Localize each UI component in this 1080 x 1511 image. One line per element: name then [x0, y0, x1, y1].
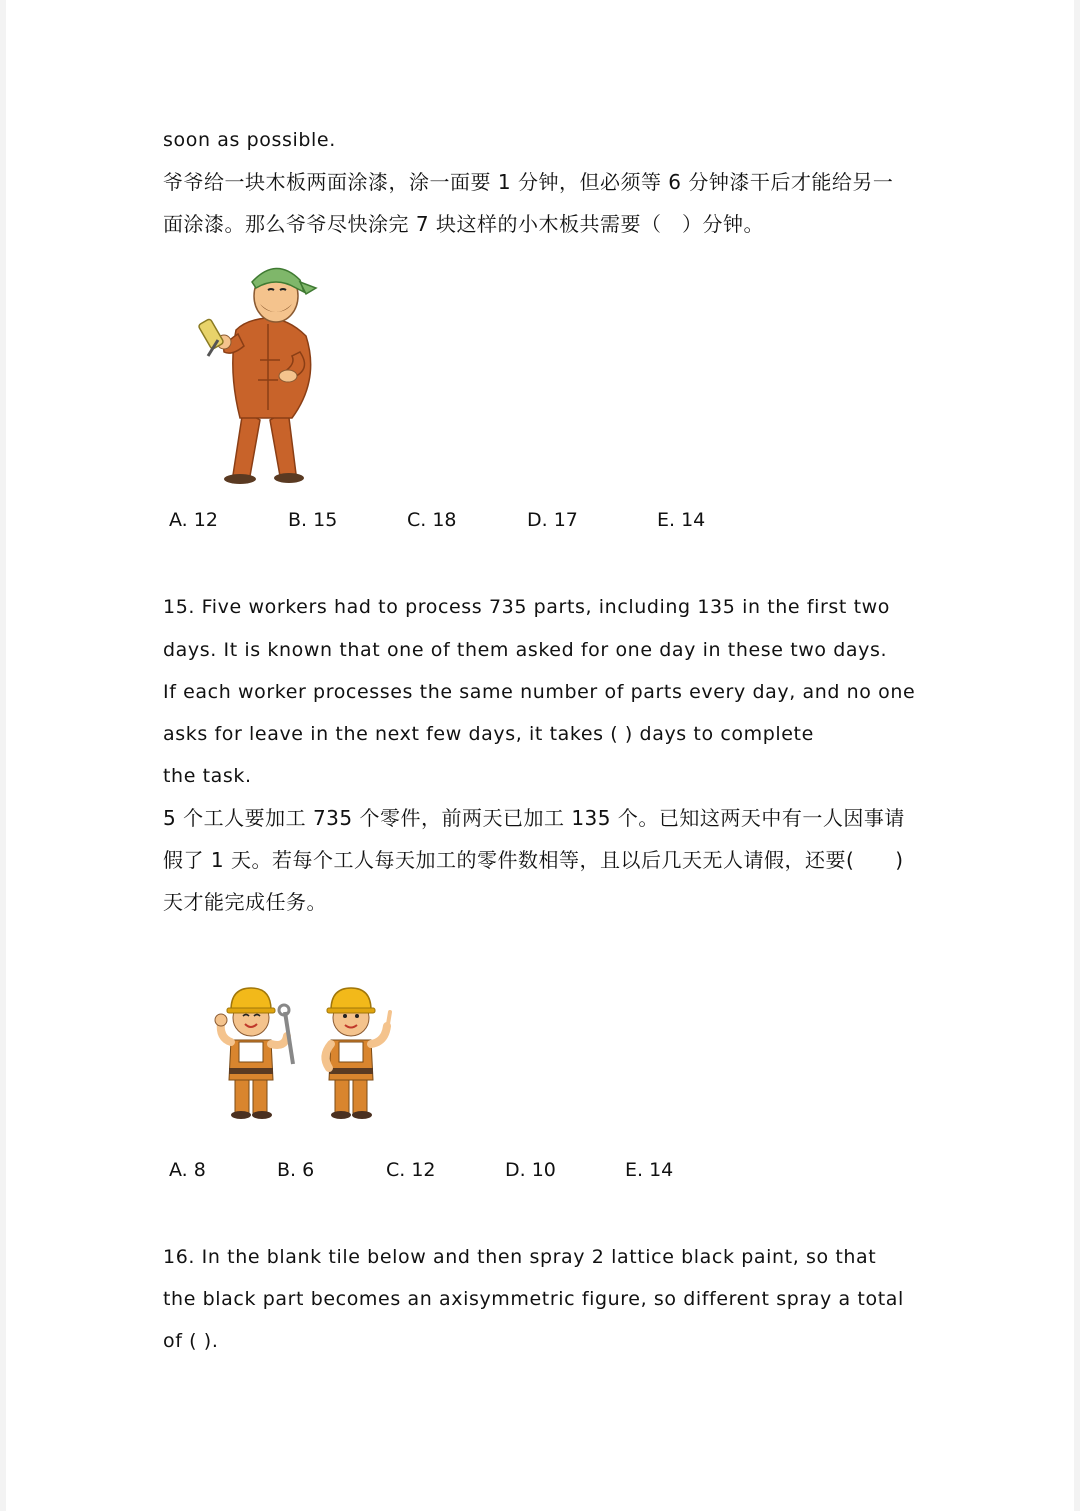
q14-option-a[interactable]: A. 12	[169, 509, 218, 531]
worker-right	[325, 988, 390, 1119]
q15-chinese-line-1: 5 个工人要加工 735 个零件，前两天已加工 135 个。已知这两天中有一人因事请	[163, 806, 905, 830]
workers-illustration	[213, 982, 403, 1122]
q15-options	[163, 1159, 923, 1183]
q14-option-d[interactable]: D. 17	[527, 509, 578, 531]
q14-option-c[interactable]: C. 18	[407, 509, 457, 531]
q15-chinese-line-2: 假了 1 天。若每个工人每天加工的零件数相等，且以后几天无人请假，还要( )	[163, 848, 904, 872]
q15-english-line-1: 15. Five workers had to process 735 parts, including 135 in the first two	[163, 596, 891, 618]
q14-chinese-line-2: 面涂漆。那么爷爷尽快涂完 7 块这样的小木板共需要（ ）分钟。	[163, 212, 764, 236]
q14-option-b[interactable]: B. 15	[288, 509, 338, 531]
q16-english-line-1: 16. In the blank tile below and then spray 2 lattice black paint, so that	[163, 1246, 877, 1268]
q15-chinese-line-3: 天才能完成任务。	[163, 890, 327, 914]
q14-chinese-line-1: 爷爷给一块木板两面涂漆，涂一面要 1 分钟，但必须等 6 分钟漆干后才能给另一	[163, 170, 894, 194]
painter-illustration	[188, 260, 348, 488]
q15-english-line-2: days. It is known that one of them asked for one day in these two days.	[163, 639, 888, 661]
q16-english-line-3: of ( ).	[163, 1330, 219, 1352]
q14-options	[163, 509, 923, 533]
q15-english-line-3: If each worker processes the same number of parts every day, and no one	[163, 681, 916, 703]
q14-option-e[interactable]: E. 14	[657, 509, 706, 531]
q15-option-e[interactable]: E. 14	[625, 1159, 674, 1181]
q15-english-line-4: asks for leave in the next few days, it takes ( ) days to complete	[163, 723, 814, 745]
q15-option-b[interactable]: B. 6	[277, 1159, 315, 1181]
q14-english-tail: soon as possible.	[163, 129, 336, 151]
document-page	[6, 0, 1074, 1511]
worker-left	[215, 988, 293, 1119]
q15-english-line-5: the task.	[163, 765, 252, 787]
q15-option-d[interactable]: D. 10	[505, 1159, 556, 1181]
q15-option-a[interactable]: A. 8	[169, 1159, 206, 1181]
q15-option-c[interactable]: C. 12	[386, 1159, 436, 1181]
q16-english-line-2: the black part becomes an axisymmetric figure, so different spray a total	[163, 1288, 904, 1310]
